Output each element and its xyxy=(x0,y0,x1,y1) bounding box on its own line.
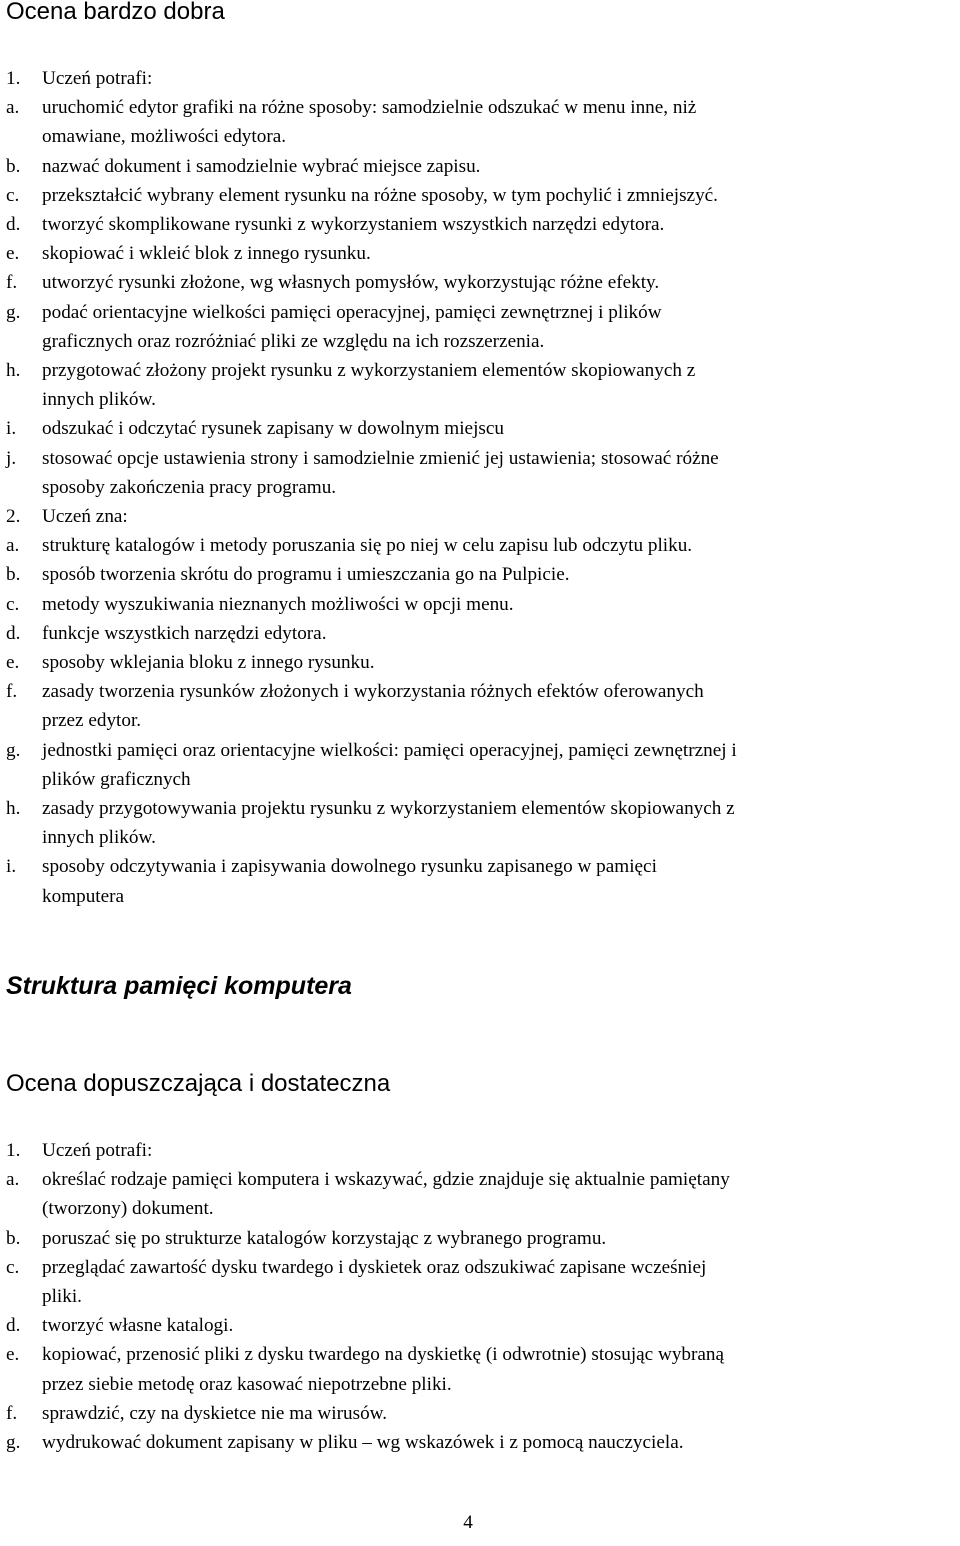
list-item xyxy=(6,1165,956,1223)
list-item-marker: e. xyxy=(6,652,20,674)
list-item-marker: g. xyxy=(6,1432,21,1454)
list-item xyxy=(6,502,956,531)
list-item-text-line: przez siebie metodę oraz kasować niepotrzebne pliki. xyxy=(42,1373,452,1395)
list-item xyxy=(6,1340,956,1398)
list-item-text-line: funkcje wszystkich narzędzi edytora. xyxy=(42,622,327,644)
list-item xyxy=(6,239,956,268)
list-item-text-line: nazwać dokument i samodzielnie wybrać miejsce zapisu. xyxy=(42,155,481,177)
list-item-text-line: zasady tworzenia rysunków złożonych i wykorzystania różnych efektów oferowanych xyxy=(42,681,704,703)
list-item xyxy=(6,590,956,619)
list-item xyxy=(6,852,956,910)
list-item-text-line: plików graficznych xyxy=(42,768,191,790)
list-item-text-line: (tworzony) dokument. xyxy=(42,1198,214,1220)
list-item-text-line: Uczeń potrafi: xyxy=(42,68,153,89)
list-item-marker: h. xyxy=(6,798,21,820)
list-item-text-line: strukturę katalogów i metody poruszania się po niej w celu zapisu lub odczytu pliku. xyxy=(42,535,693,557)
list-item-marker: g. xyxy=(6,301,21,323)
list-item-text-line: stosować opcje ustawienia strony i samodzielnie zmienić jej ustawienia; stosować różne xyxy=(42,447,719,469)
list-item xyxy=(6,1311,956,1340)
list-item-marker: d. xyxy=(6,214,21,236)
list-item-marker: c. xyxy=(6,593,20,615)
list-item-marker: a. xyxy=(6,535,20,557)
list-item xyxy=(6,531,956,560)
list-item-text-line: metody wyszukiwania nieznanych możliwości w opcji menu. xyxy=(42,593,514,615)
list-item xyxy=(6,268,956,297)
list-item-text-line: podać orientacyjne wielkości pamięci operacyjnej, pamięci zewnętrznej i plików xyxy=(42,301,662,323)
list-item-text-line: utworzyć rysunki złożone, wg własnych pomysłów, wykorzystując różne efekty. xyxy=(42,272,660,294)
list-item-text-line: uruchomić edytor grafiki na różne sposoby: samodzielnie odszukać w menu inne, niż xyxy=(42,97,697,119)
list-item xyxy=(6,677,956,735)
list-item-text-line: skopiować i wkleić blok z innego rysunku. xyxy=(42,243,371,265)
list-item-marker: 1. xyxy=(6,68,21,89)
list-item-text-line: przez edytor. xyxy=(42,710,142,732)
list-item-text-line: sprawdzić, czy na dyskietce nie ma wirusów. xyxy=(42,1402,388,1424)
list-item-marker: 2. xyxy=(6,506,21,528)
list-item-text-line: przygotować złożony projekt rysunku z wykorzystaniem elementów skopiowanych z xyxy=(42,360,696,382)
list-item xyxy=(6,414,956,443)
section-heading-dopuszczajaca-dostateczna: Ocena dopuszczająca i dostateczna xyxy=(6,1070,391,1097)
list-item xyxy=(6,1136,956,1165)
list-item xyxy=(6,298,956,356)
list-item xyxy=(6,619,956,648)
list-item-marker: d. xyxy=(6,622,21,644)
list-item-text-line: sposoby wklejania bloku z innego rysunku. xyxy=(42,652,375,674)
list-item-marker: d. xyxy=(6,1315,21,1337)
list-item-text-line: przeglądać zawartość dysku twardego i dyskietek oraz odszukiwać zapisane wcześniej xyxy=(42,1256,707,1278)
list-item-text-line: kopiować, przenosić pliki z dysku twardego na dyskietkę (i odwrotnie) stosując wybraną xyxy=(42,1344,725,1366)
list-item-marker: a. xyxy=(6,1169,20,1191)
list-item-marker: f. xyxy=(6,681,18,703)
list-item-text-line: określać rodzaje pamięci komputera i wskazywać, gdzie znajduje się aktualnie pamiętany xyxy=(42,1169,730,1191)
list-item-text-line: komputera xyxy=(42,885,125,907)
list-item-text-line: odszukać i odczytać rysunek zapisany w dowolnym miejscu xyxy=(42,418,504,440)
list-item-marker: g. xyxy=(6,739,21,761)
list-item-text-line: graficznych oraz rozróżniać pliki ze względu na ich rozszerzenia. xyxy=(42,330,545,352)
list-item-text-line: wydrukować dokument zapisany w pliku – wg wskazówek i z pomocą nauczyciela. xyxy=(42,1432,684,1454)
list-item-marker: a. xyxy=(6,97,20,119)
list-item xyxy=(6,93,956,151)
list-item xyxy=(6,794,956,852)
list-item xyxy=(6,152,956,181)
list-item xyxy=(6,64,956,93)
list-item xyxy=(6,356,956,414)
list-item-text-line: innych plików. xyxy=(42,827,156,849)
list-item-marker: b. xyxy=(6,564,21,586)
list-item xyxy=(6,210,956,239)
list-item-text-line: sposób tworzenia skrótu do programu i umieszczania go na Pulpicie. xyxy=(42,564,570,586)
list-item-marker: c. xyxy=(6,1256,20,1278)
page-number: 4 xyxy=(463,1512,473,1533)
list-item-marker: e. xyxy=(6,1344,20,1366)
list-item-marker: i. xyxy=(6,418,17,440)
list-item-text-line: tworzyć własne katalogi. xyxy=(42,1315,234,1337)
list-item-marker: e. xyxy=(6,243,20,265)
list-item-marker: 1. xyxy=(6,1140,21,1161)
list-item-text-line: jednostki pamięci oraz orientacyjne wielkości: pamięci operacyjnej, pamięci zewnętrznej i xyxy=(42,739,737,761)
list-item-marker: c. xyxy=(6,184,20,206)
requirements-list-dopuszczajaca xyxy=(6,1136,956,1457)
list-item xyxy=(6,181,956,210)
section-title-struktura-pamieci: Struktura pamięci komputera xyxy=(6,972,352,1000)
list-item-text-line: Uczeń zna: xyxy=(42,506,128,528)
list-item-text-line: innych plików. xyxy=(42,389,156,411)
list-item-marker: f. xyxy=(6,1402,18,1424)
list-item xyxy=(6,1224,956,1253)
list-item-marker: i. xyxy=(6,856,17,878)
list-item-marker: b. xyxy=(6,155,21,177)
list-item-text-line: sposoby zakończenia pracy programu. xyxy=(42,476,337,498)
list-item-text-line: zasady przygotowywania projektu rysunku z wykorzystaniem elementów skopiowanych z xyxy=(42,798,735,820)
list-item-text-line: poruszać się po strukturze katalogów korzystając z wybranego programu. xyxy=(42,1227,607,1249)
section-heading-bardzo-dobra: Ocena bardzo dobra xyxy=(6,0,225,25)
list-item-text-line: pliki. xyxy=(42,1286,82,1308)
list-item xyxy=(6,736,956,794)
list-item-text-line: tworzyć skomplikowane rysunki z wykorzystaniem wszystkich narzędzi edytora. xyxy=(42,214,665,236)
list-item-text-line: przekształcić wybrany element rysunku na różne sposoby, w tym pochylić i zmniejszyć. xyxy=(42,184,718,206)
list-item-marker: f. xyxy=(6,272,18,294)
list-item xyxy=(6,444,956,502)
list-item-text-line: Uczeń potrafi: xyxy=(42,1140,153,1161)
list-item xyxy=(6,1253,956,1311)
list-item-marker: h. xyxy=(6,360,21,382)
list-item xyxy=(6,1399,956,1428)
list-item-marker: b. xyxy=(6,1227,21,1249)
list-item xyxy=(6,1428,956,1457)
list-item-text-line: omawiane, możliwości edytora. xyxy=(42,126,287,148)
requirements-list-bardzo-dobra xyxy=(6,64,956,911)
list-item-text-line: sposoby odczytywania i zapisywania dowolnego rysunku zapisanego w pamięci xyxy=(42,856,657,878)
list-item-marker: j. xyxy=(6,447,17,469)
list-item xyxy=(6,560,956,589)
list-item xyxy=(6,648,956,677)
